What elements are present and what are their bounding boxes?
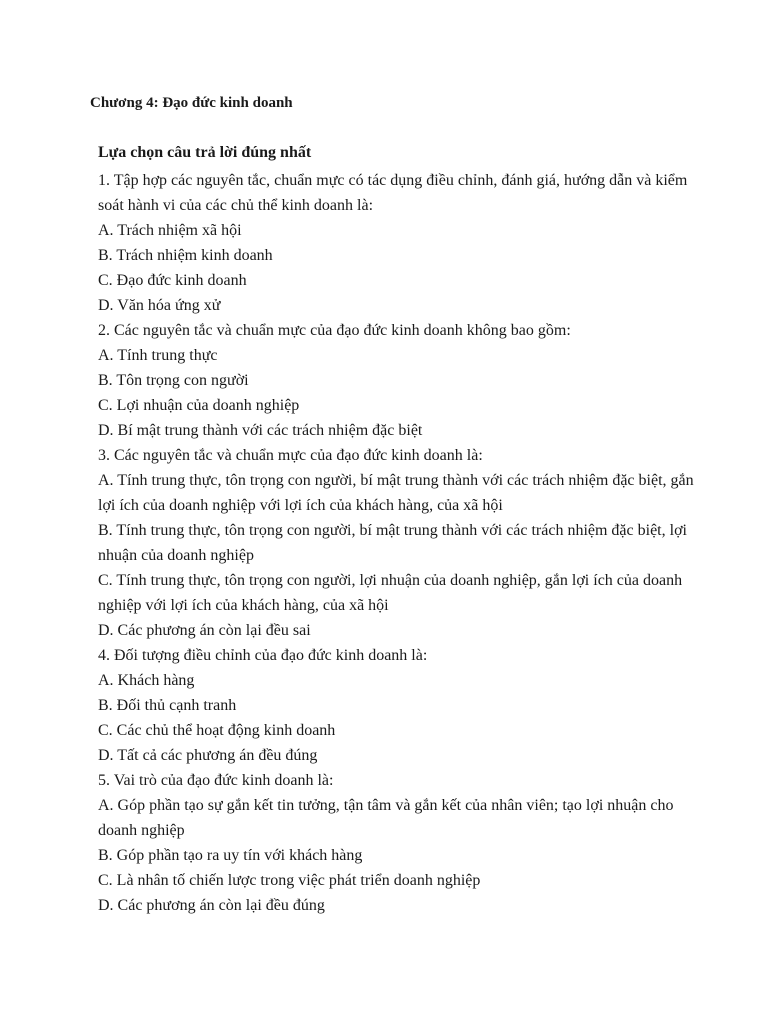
answer-option: A. Khách hàng	[98, 672, 195, 689]
quiz-content	[98, 142, 714, 918]
chapter-title: Chương 4: Đạo đức kinh doanh	[90, 95, 293, 111]
answer-option: C. Tính trung thực, tôn trọng con người, lợi nhuận của doanh nghiệp, gắn lợi ích của doanh nghiệp với lợi ích của khách hàng, của xã hội	[98, 572, 683, 614]
answer-option: A. Góp phần tạo sự gắn kết tin tưởng, tận tâm và gắn kết của nhân viên; tạo lợi nhuận cho doanh nghiệp	[98, 797, 674, 839]
answer-option: B. Đối thủ cạnh tranh	[98, 697, 237, 714]
question-text: 1. Tập hợp các nguyên tắc, chuẩn mực có tác dụng điều chỉnh, đánh giá, hướng dẫn và kiểm soát hành vi của các chủ thể kinh doanh là:	[98, 172, 688, 214]
section-heading: Lựa chọn câu trả lời đúng nhất	[98, 144, 312, 161]
answer-option: B. Tôn trọng con người	[98, 372, 249, 389]
question-text: 5. Vai trò của đạo đức kinh doanh là:	[98, 772, 334, 789]
answer-option: A. Tính trung thực	[98, 347, 218, 364]
answer-option: B. Trách nhiệm kinh doanh	[98, 247, 273, 264]
answer-option: D. Tất cả các phương án đều đúng	[98, 747, 318, 764]
answer-option: A. Trách nhiệm xã hội	[98, 222, 242, 239]
answer-option: B. Tính trung thực, tôn trọng con người, bí mật trung thành với các trách nhiệm đặc biệt, lợi nhuận của doanh nghiệp	[98, 522, 687, 564]
answer-option: C. Là nhân tố chiến lược trong việc phát triển doanh nghiệp	[98, 872, 481, 889]
answer-option: B. Góp phần tạo ra uy tín với khách hàng	[98, 847, 363, 864]
answer-option: C. Các chủ thể hoạt động kinh doanh	[98, 722, 336, 739]
answer-option: C. Đạo đức kinh doanh	[98, 272, 247, 289]
answer-option: D. Các phương án còn lại đều sai	[98, 622, 311, 639]
answer-option: A. Tính trung thực, tôn trọng con người, bí mật trung thành với các trách nhiệm đặc biệt, gắn lợi ích của doanh nghiệp với lợi ích của khách hàng, của xã hội	[98, 472, 694, 514]
question-text: 2. Các nguyên tắc và chuẩn mực của đạo đức kinh doanh không bao gồm:	[98, 322, 571, 339]
answer-option: D. Các phương án còn lại đều đúng	[98, 897, 325, 914]
question-text: 4. Đối tượng điều chỉnh của đạo đức kinh doanh là:	[98, 647, 428, 664]
answer-option: C. Lợi nhuận của doanh nghiệp	[98, 397, 300, 414]
answer-option: D. Văn hóa ứng xử	[98, 297, 221, 314]
question-text: 3. Các nguyên tắc và chuẩn mực của đạo đức kinh doanh là:	[98, 447, 483, 464]
answer-option: D. Bí mật trung thành với các trách nhiệm đặc biệt	[98, 422, 423, 439]
